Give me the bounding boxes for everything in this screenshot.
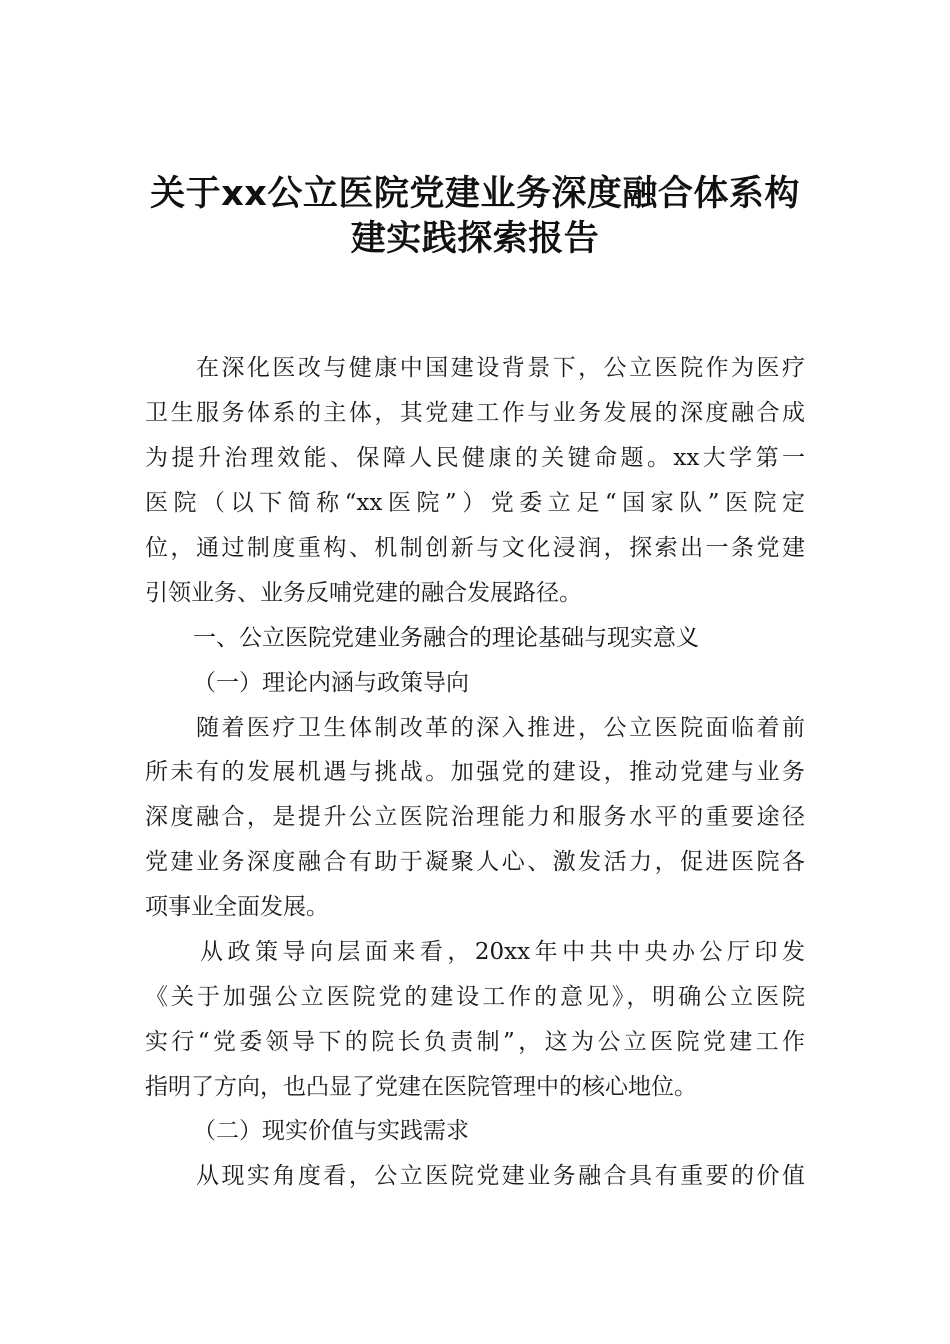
paragraph-line: 从政策导向层面来看，20xx年中共中央办公厅印发 bbox=[145, 939, 805, 965]
section-heading-1: 一、公立医院党建业务融合的理论基础与现实意义 bbox=[193, 625, 699, 651]
intro-line: 位，通过制度重构、机制创新与文化浸润，探索出一条党建 bbox=[145, 535, 805, 561]
paragraph-line: 深度融合，是提升公立医院治理能力和服务水平的重要途径 bbox=[145, 804, 805, 830]
paragraph-line: 党建业务深度融合有助于凝聚人心、激发活力，促进医院各 bbox=[145, 849, 805, 875]
intro-line: 卫生服务体系的主体，其党建工作与业务发展的深度融合成 bbox=[145, 400, 805, 426]
paragraph-line: 指明了方向，也凸显了党建在医院管理中的核心地位。 bbox=[145, 1074, 697, 1100]
paragraph-line: 《关于加强公立医院党的建设工作的意见》，明确公立医院 bbox=[145, 984, 805, 1010]
paragraph-line: 所未有的发展机遇与挑战。加强党的建设，推动党建与业务 bbox=[145, 759, 805, 785]
paragraph-line: 项事业全面发展。 bbox=[145, 894, 329, 920]
paragraph-line: 实行“党委领导下的院长负责制”，这为公立医院党建工作 bbox=[145, 1029, 805, 1055]
intro-line: 为提升治理效能、保障人民健康的关键命题。xx大学第一 bbox=[145, 445, 805, 471]
paragraph-line: 随着医疗卫生体制改革的深入推进，公立医院面临着前 bbox=[145, 715, 805, 741]
document-title-line-2: 建实践探索报告 bbox=[350, 219, 600, 259]
subsection-heading-1: （一）理论内涵与政策导向 bbox=[193, 670, 469, 696]
intro-line: 医院（以下简称“xx医院”）党委立足“国家队”医院定 bbox=[145, 490, 805, 516]
subsection-heading-2: （二）现实价值与实践需求 bbox=[193, 1118, 469, 1144]
intro-line: 引领业务、业务反哺党建的融合发展路径。 bbox=[145, 580, 582, 606]
document-title-line-1: 关于xx公立医院党建业务深度融合体系构 bbox=[150, 174, 800, 214]
paragraph-line: 从现实角度看，公立医院党建业务融合具有重要的价值 bbox=[145, 1163, 805, 1189]
intro-line: 在深化医改与健康中国建设背景下，公立医院作为医疗 bbox=[145, 355, 805, 381]
